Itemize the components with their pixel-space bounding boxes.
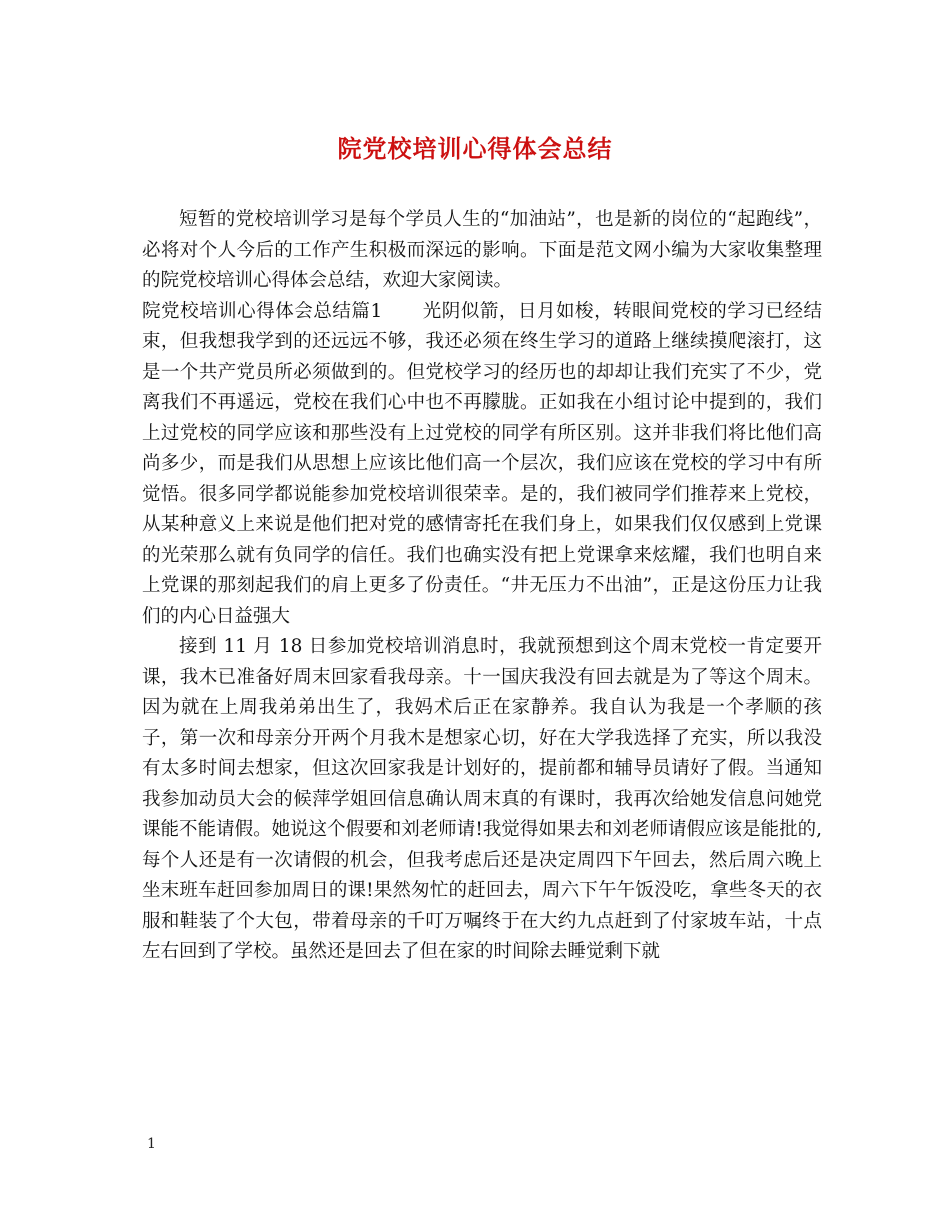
- document-body: [142, 205, 822, 968]
- section-text: 光阴似箭，日月如梭，转眼间党校的学习已经结束，但我想我学到的还远远不够，我还必须在终生学习的道路上继续摸爬滚打，这是一个共产党员所必须做到的。但党校学习的经历也的却却让我们充实了不少，党离我们不再遥远，党校在我们心中也不再朦胧。正如我在小组讨论中提到的，我们上过党校的同学应该和那些没有上过党校的同学有所区别。这并非我们将比他们高尚多少，而是我们从思想上应该比他们高一个层次，我们应该在党校的学习中有所觉悟。很多同学都说能参加党校培训很荣幸。是的，我们被同学们推荐来上党校，从某种意义上来说是他们把对党的感情寄托在我们身上，如果我们仅仅感到上党课的光荣那么就有负同学的信任。我们也确实没有把上党课拿来炫耀，我们也明自来上党课的那刻起我们的肩上更多了份责任。“井无压力不出油”，正是这份压力让我们的内心日益强大: [142, 300, 822, 627]
- page-number: 1: [147, 1136, 156, 1152]
- section-heading: 院党校培训心得体会总结篇1: [142, 300, 383, 322]
- document-title: 院党校培训心得体会总结: [337, 134, 613, 163]
- intro-paragraph: 短暂的党校培训学习是每个学员人生的“加油站”，也是新的岗位的“起跑线”，必将对个人今后的工作产生积极而深远的影响。下面是范文网小编为大家收集整理的院党校培训心得体会总结，欢迎大家阅读。: [142, 209, 822, 291]
- paragraph-3: 接到 11 月 18 日参加党校培训消息时，我就预想到这个周末党校一肯定要开课，我木已准备好周末回家看我母亲。十一国庆我没有回去就是为了等这个周末。因为就在上周我弟弟出生了，我妈术后正在家静养。我自认为我是一个孝顺的孩子，第一次和母亲分开两个月我木是想家心切，好在大学我选择了充实，所以我没有太多时间去想家，但这次回家我是计划好的，提前都和辅导员请好了假。当通知我参加动员大会的候萍学姐回信息确认周末真的有课时，我再次给她发信息问她党课能不能请假。她说这个假要和刘老师请!我觉得如果去和刘老师请假应该是能批的,每个人还是有一次请假的机会，但我考虑后还是决定周四下午回去，然后周六晚上坐末班车赶回参加周日的课!果然匆忙的赶回去，周六下午午饭没吃，拿些冬天的衣服和鞋装了个大包，带着母亲的千叮万嘱终于在大约九点赶到了付家坡车站，十点左右回到了学校。虽然还是回去了但在家的时间除去睡觉剩下就: [142, 636, 822, 962]
- section-1-paragraph: [142, 297, 822, 633]
